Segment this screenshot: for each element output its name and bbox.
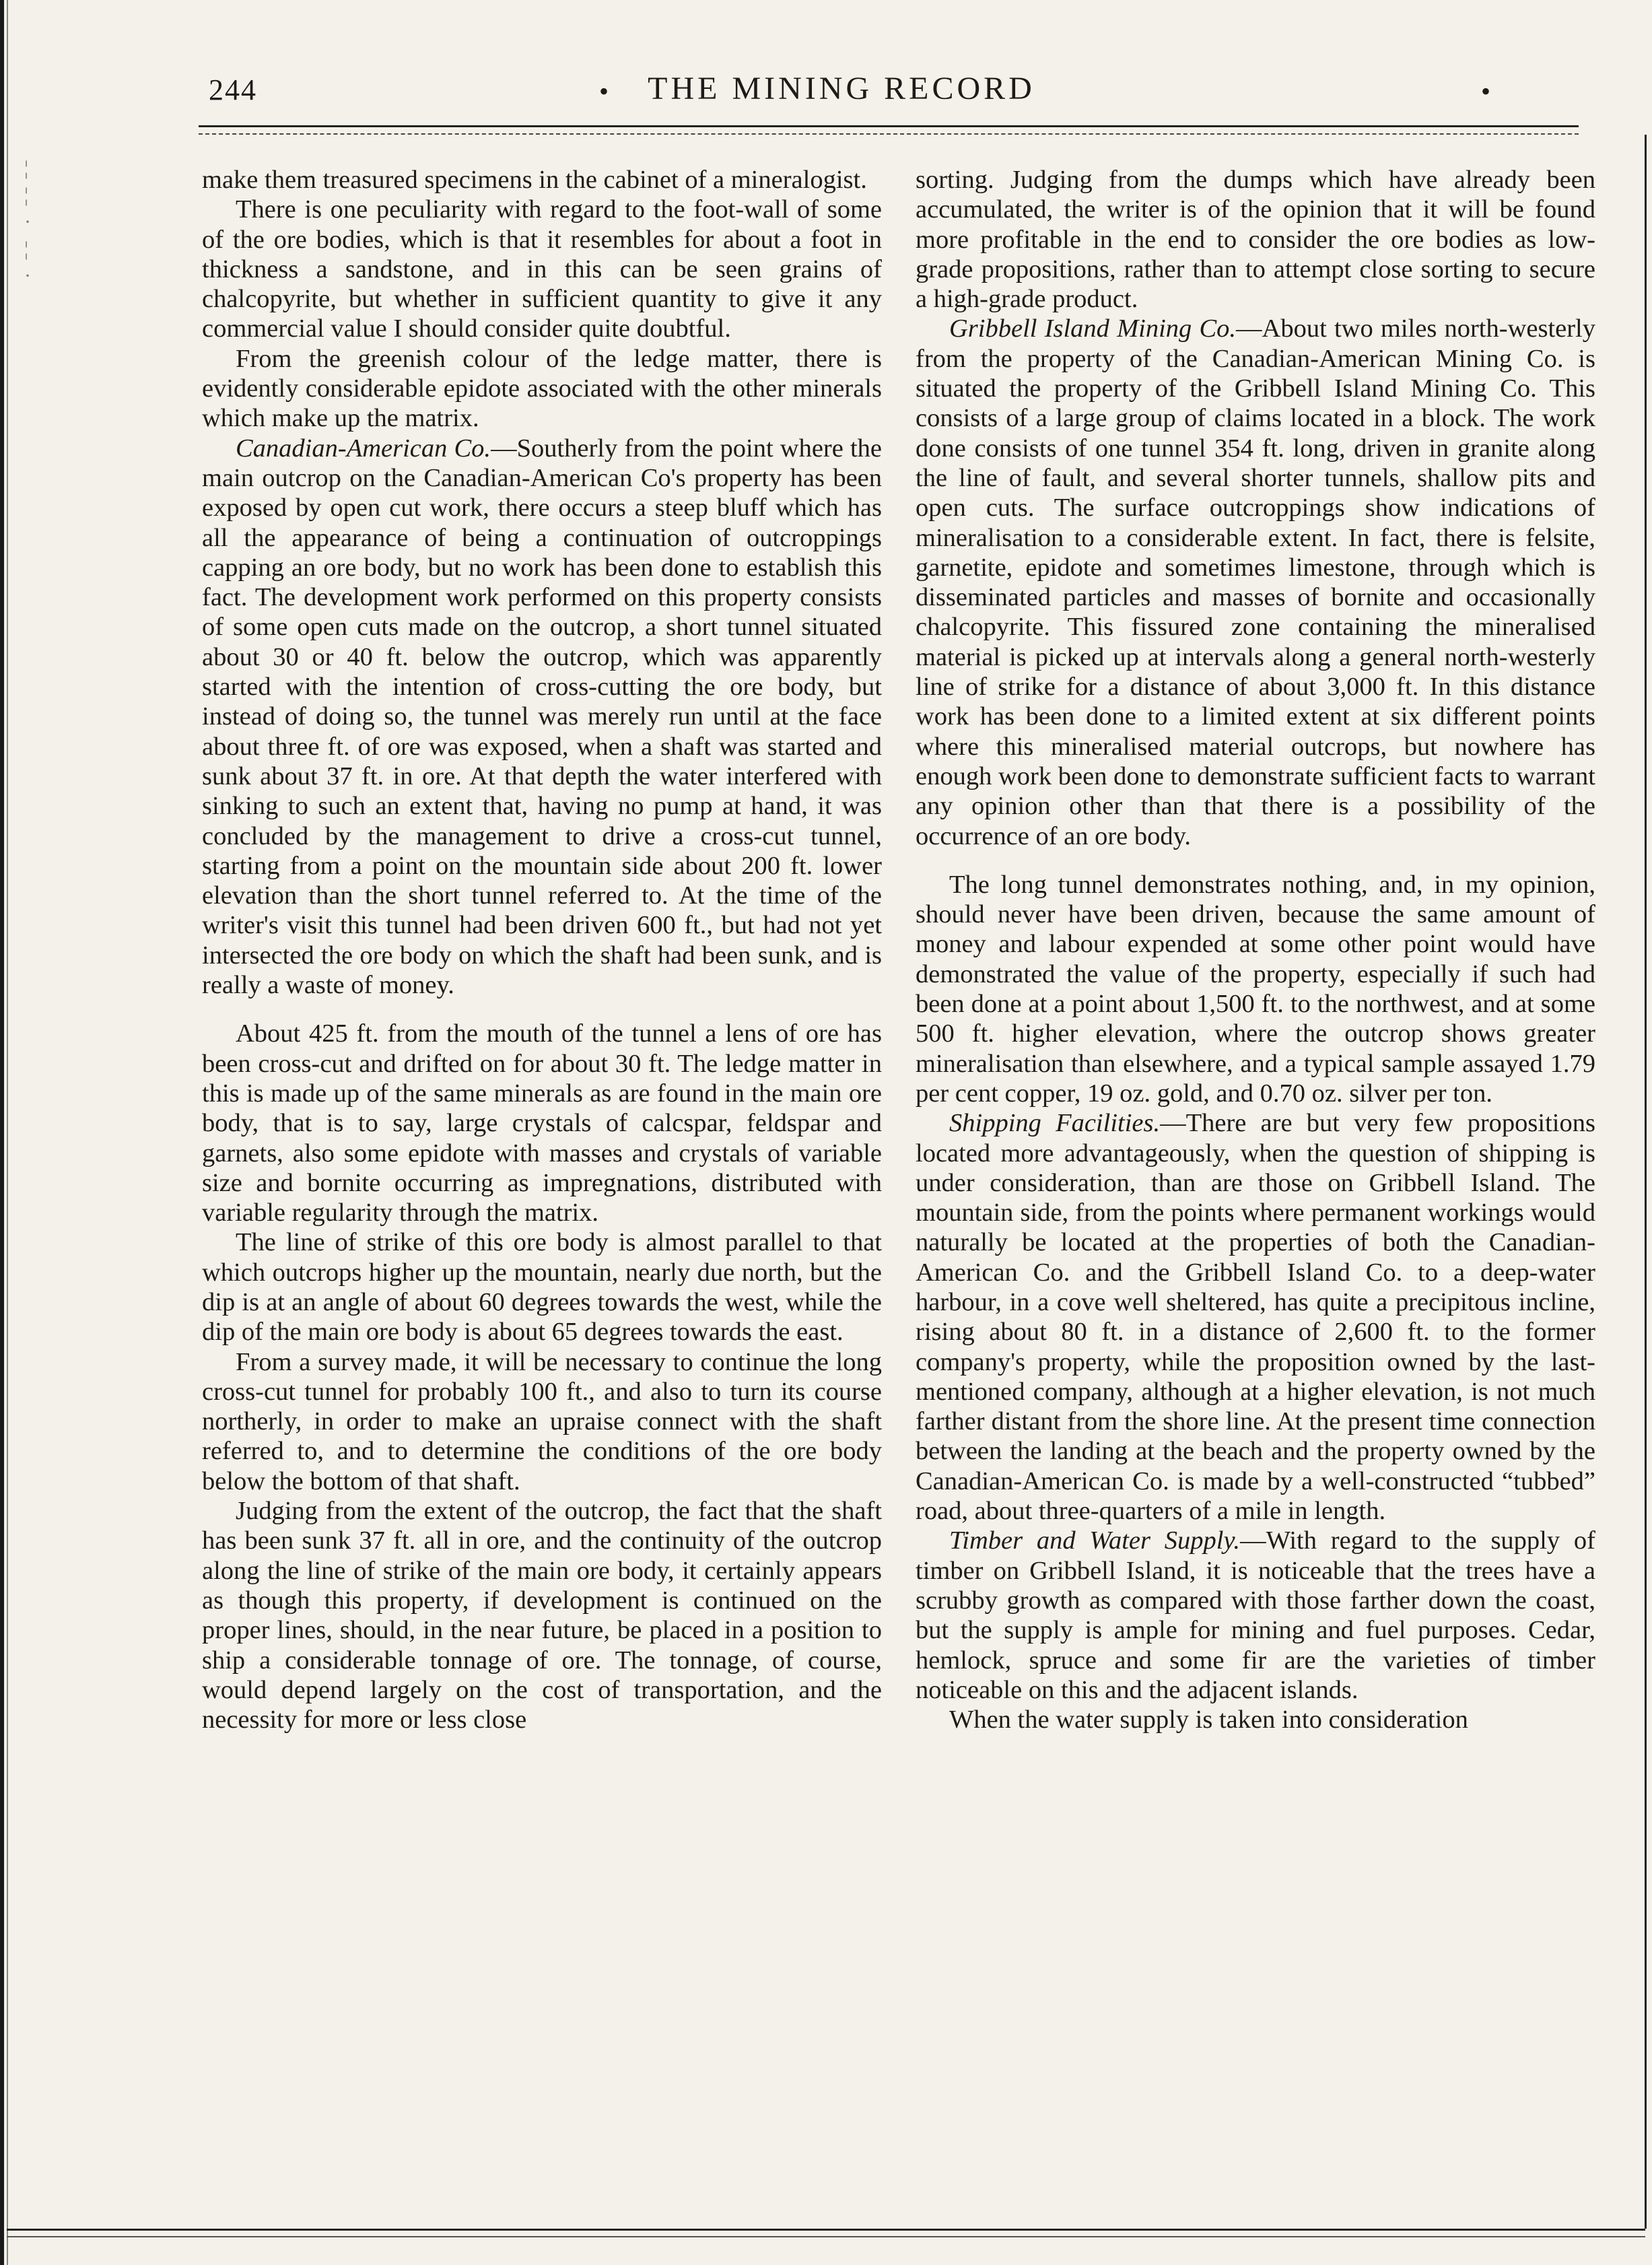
paragraph-text: —About two miles north-westerly from the property of the Canadian-American Mining Co. is situated the property of the Gribbell Island Mining Co. This consists of a large group of claims located in a block. The work done consists of one tunnel 354 ft. long, driven in granite along the line of fault, and several shorter tunnels, shallow pits and open cuts. The surface outcroppings show indications of mineralisation to a considerable extent. In fact, there is felsite, garnetite, epidote and sometimes limestone, through which is disseminated particles and masses of bornite and occasionally chalcopyrite. This fissured zone containing the mineralised material is picked up at intervals along a general north-westerly line of strike for a distance of about 3,000 ft. In this distance work has been done to a limited extent at six different points where this mineralised material outcrops, but nowhere has enough work been done to demonstrate sufficient facts to warrant any opinion other than that there is a possibility of the occurrence of an ore body. xyxy=(916,314,1595,850)
paragraph xyxy=(202,1496,882,1734)
page-header xyxy=(202,67,1491,114)
paragraph-text: The line of strike of this ore body is almost parallel to that which outcrops higher up the mountain, nearly due north, but the dip is at an angle of about 60 degrees towards the west, while the dip of the main ore body is about 65 degrees towards the east. xyxy=(202,1228,882,1347)
paragraph-text: When the water supply is taken into consideration xyxy=(949,1705,1468,1734)
header-dot-left: • xyxy=(599,76,609,106)
paragraph xyxy=(916,165,1595,314)
section-heading: Shipping Facilities. xyxy=(949,1109,1161,1138)
paragraph xyxy=(916,1526,1595,1705)
paragraph-text: —Southerly from the point where the main outcrop on the Canadian-American Co's property has been exposed by open cut work, there occurs a steep bluff which has all the appearance of being a continuation of outcroppings capping an ore body, but no work has been done to establish this fact. The development work performed on this property consists of some open cuts made on the outcrop, a short tunnel situated about 30 or 40 ft. below the outcrop, which was apparently started with the intention of cross-cutting the ore body, but instead of doing so, the tunnel was merely run until at the face about three ft. of ore was exposed, when a shaft was started and sunk about 37 ft. in ore. At that depth the water interfered with sinking to such an extent that, having no pump at hand, it was concluded by the management to drive a cross-cut tunnel, starting from a point on the mountain side about 200 ft. lower elevation than the short tunnel referred to. At the time of the writer's visit this tunnel had been driven 600 ft., but had not yet intersected the ore body on which the shaft had been sunk, and is really a waste of money. xyxy=(202,434,882,1000)
page-frame-right xyxy=(1645,135,1647,2229)
paragraph-text: The long tunnel demonstrates nothing, and, in my opinion, should never have been driven, because the same amount of money and labour expended at some other point would have demonstrated the value of the property, especially if such had been done at a point about 1,500 ft. to the northwest, and at some 500 ft. higher elevation, where the outcrop shows greater mineralisation than elsewhere, and a typical sample assayed 1.79 per cent copper, 19 oz. gold, and 0.70 oz. silver per ton. xyxy=(916,870,1595,1108)
paragraph xyxy=(202,1227,882,1347)
paragraph xyxy=(916,1108,1595,1526)
paragraph-text: —There are but very few propositions located more advantageously, when the question of shipping is under consideration, than are those on Gribbell Island. The mountain side, from the points where permanent workings would naturally be located at the properties of both the Canadian-American Co. and the Gribbell Island Co. to a deep-water harbour, in a cove well sheltered, has quite a precipitous incline, rising about 80 ft. in a distance of 2,600 ft. to the former company's property, while the proposition owned by the last-mentioned company, although at a higher elevation, is not much farther distant from the shore line. At the present time connection between the landing at the beach and the property owned by the Canadian-American Co. is made by a well-constructed “tubbed” road, about three-quarters of a mile in length. xyxy=(916,1109,1595,1526)
binding-edge xyxy=(0,0,12,2265)
paragraph-text: About 425 ft. from the mouth of the tunnel a lens of ore has been cross-cut and drifted on for about 30 ft. The ledge matter in this is made up of the same minerals as are found in the main ore body, that is to say, large crystals of calcspar, feldspar and garnets, also some epidote with masses and crystals of variable size and bornite occurring as impregnations, distributed with variable regularity through the matrix. xyxy=(202,1019,882,1227)
page-frame-bottom xyxy=(7,2229,1645,2237)
paragraph xyxy=(202,195,882,343)
margin-specks: ¦ ¦ · ¦ · xyxy=(24,157,31,287)
paragraph-text: sorting. Judging from the dumps which have already been accumulated, the writer is of the opinion that it will be found more profitable in the end to consider the ore bodies as low-grade propositions, rather than to attempt close sorting to secure a high-grade product. xyxy=(916,166,1595,314)
page-number: 244 xyxy=(209,73,257,106)
right-column xyxy=(916,165,1595,1734)
header-rule-dashed xyxy=(199,133,1579,135)
paragraph-text: make them treasured specimens in the cabinet of a mineralogist. xyxy=(202,166,867,194)
paragraph-text: Judging from the extent of the outcrop, the fact that the shaft has been sunk 37 ft. all in ore, and the continuity of the outcrop along the line of strike of the main ore body, it certainly appears as though this property, if development is continued on the proper lines, should, in the near future, be placed in a position to ship a considerable tonnage of ore. The tonnage, of course, would depend largely on the cost of transportation, and the necessity for more or less close xyxy=(202,1497,882,1734)
paragraph xyxy=(916,314,1595,850)
paragraph xyxy=(202,165,882,195)
header-rule xyxy=(199,125,1579,127)
left-column xyxy=(202,165,882,1734)
paragraph-text: —With regard to the supply of timber on Gribbell Island, it is noticeable that the trees have a scrubby growth as compared with those farther down the coast, but the supply is ample for mining and fuel purposes. Cedar, hemlock, spruce and some fir are the varieties of timber noticeable on this and the adjacent islands. xyxy=(916,1526,1595,1704)
paragraph xyxy=(202,1019,882,1227)
header-dot-right: • xyxy=(1481,76,1491,106)
section-heading: Canadian-American Co. xyxy=(236,434,491,463)
paragraph xyxy=(202,434,882,1001)
paragraph xyxy=(202,1347,882,1496)
section-heading: Gribbell Island Mining Co. xyxy=(949,314,1237,343)
paragraph-text: From a survey made, it will be necessary to continue the long cross-cut tunnel for probably 100 ft., and also to turn its course northerly, in order to make an upraise connect with the shaft referred to, and to determine the conditions of the ore body below the bottom of that shaft. xyxy=(202,1347,882,1495)
paragraph xyxy=(916,1705,1595,1734)
paragraph xyxy=(202,344,882,434)
paragraph xyxy=(916,870,1595,1108)
section-heading: Timber and Water Supply. xyxy=(949,1526,1241,1555)
journal-title: THE MINING RECORD xyxy=(648,71,1035,106)
paragraph-text: There is one peculiarity with regard to the foot-wall of some of the ore bodies, which is that it resembles for about a foot in thickness a sandstone, and in this can be seen grains of chalcopyrite, but whether in sufficient quantity to give it any commercial value I should consider quite doubtful. xyxy=(202,195,882,343)
paragraph-text: From the greenish colour of the ledge matter, there is evidently considerable epidote associated with the other minerals which make up the matrix. xyxy=(202,344,882,433)
